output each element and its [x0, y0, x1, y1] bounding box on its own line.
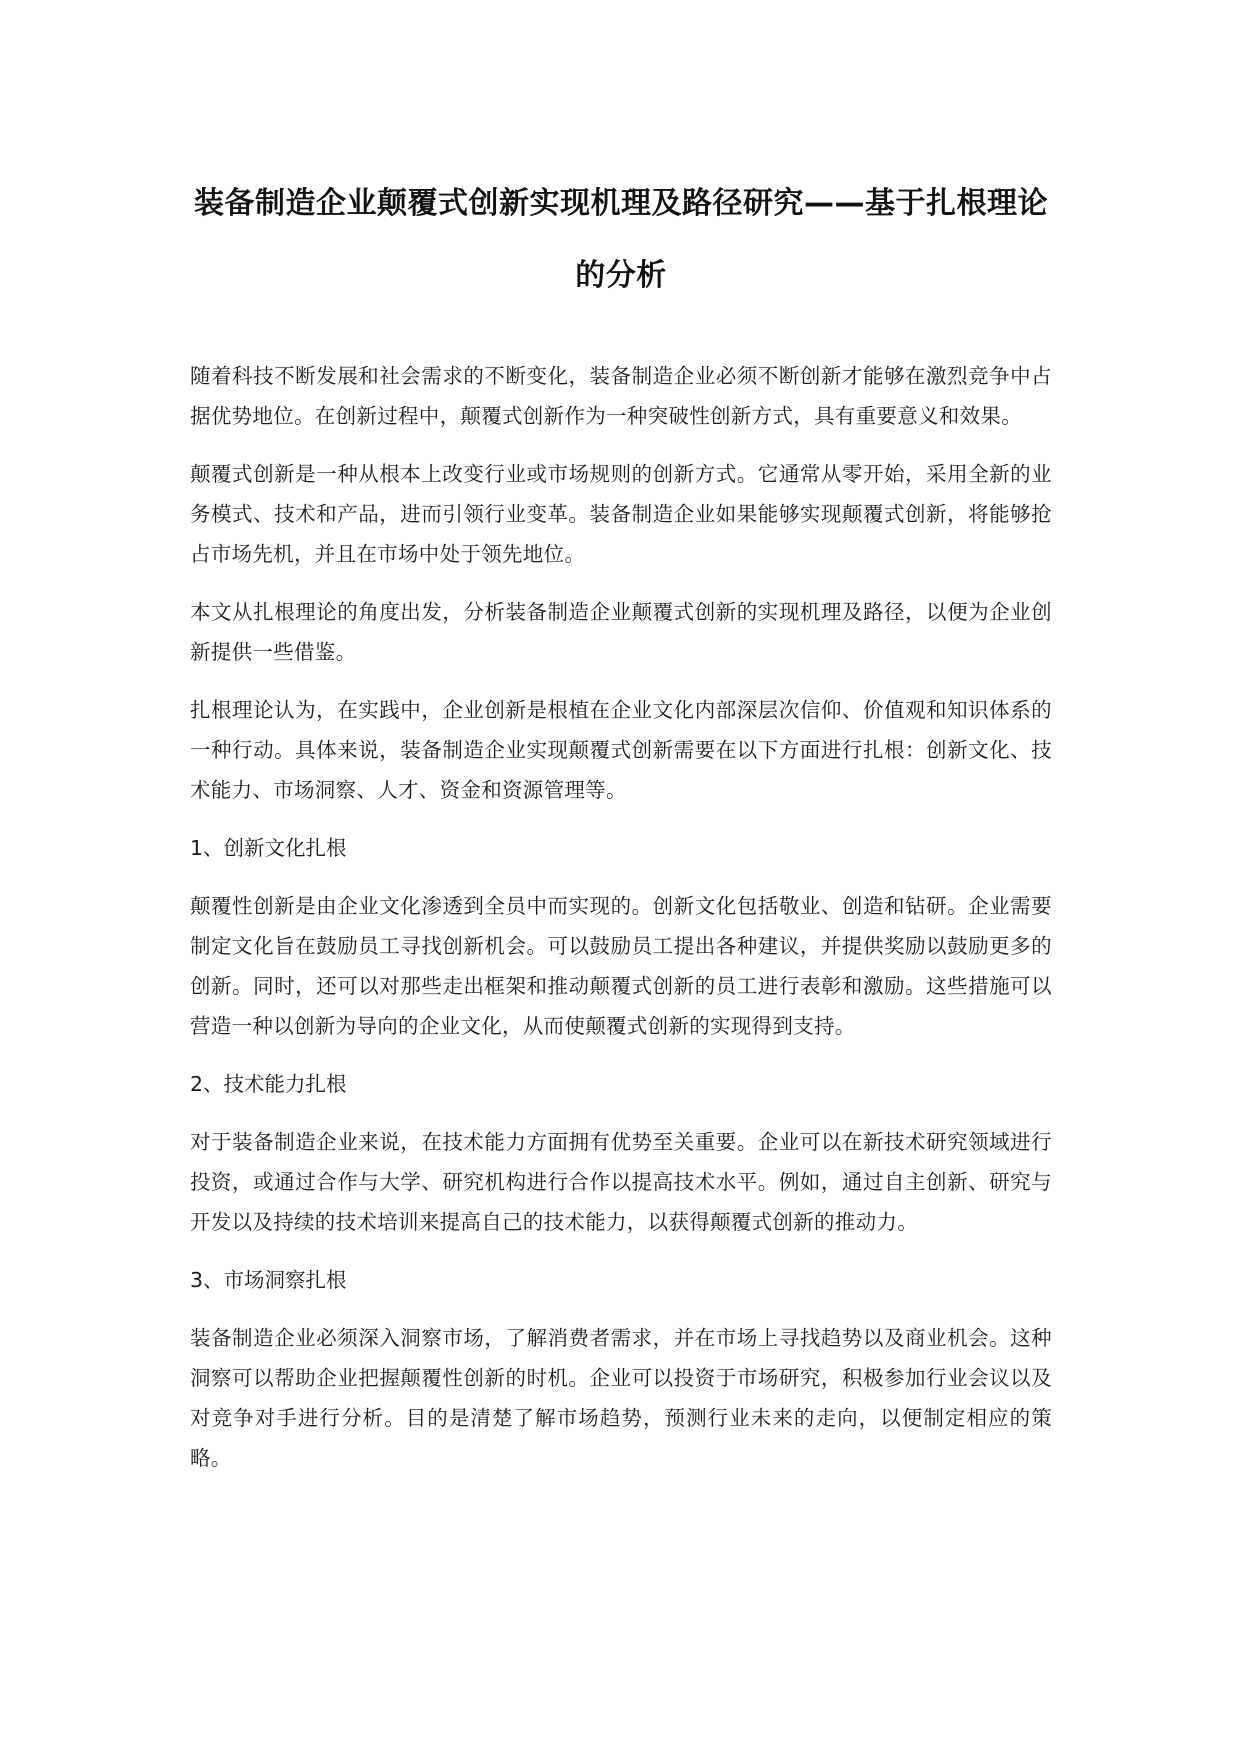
intro-paragraph: 颠覆式创新是一种从根本上改变行业或市场规则的创新方式。它通常从零开始，采用全新的业务模式、技术和产品，进而引领行业变革。装备制造企业如果能够实现颠覆式创新，将能够抢占市场先机，并且在市场中处于领先地位。	[190, 462, 1052, 566]
document-body	[190, 356, 1052, 1496]
intro-paragraph: 本文从扎根理论的角度出发，分析装备制造企业颠覆式创新的实现机理及路径，以便为企业创新提供一些借鉴。	[190, 600, 1052, 664]
section-paragraph: 对于装备制造企业来说，在技术能力方面拥有优势至关重要。企业可以在新技术研究领域进行投资，或通过合作与大学、研究机构进行合作以提高技术水平。例如，通过自主创新、研究与开发以及持续的技术培训来提高自己的技术能力，以获得颠覆式创新的推动力。	[190, 1130, 1052, 1234]
intro-paragraph: 随着科技不断发展和社会需求的不断变化，装备制造企业必须不断创新才能够在激烈竞争中占据优势地位。在创新过程中，颠覆式创新作为一种突破性创新方式，具有重要意义和效果。	[190, 364, 1052, 428]
section-heading: 1、创新文化扎根	[190, 836, 347, 860]
section-heading: 2、技术能力扎根	[190, 1072, 347, 1096]
document-title: 装备制造企业颠覆式创新实现机理及路径研究——基于扎根理论的分析	[194, 186, 1048, 293]
section-paragraph: 颠覆性创新是由企业文化渗透到全员中而实现的。创新文化包括敬业、创造和钻研。企业需要制定文化旨在鼓励员工寻找创新机会。可以鼓励员工提出各种建议，并提供奖励以鼓励更多的创新。同时，还可以对那些走出框架和推动颠覆式创新的员工进行表彰和激励。这些措施可以营造一种以创新为导向的企业文化，从而使颠覆式创新的实现得到支持。	[190, 894, 1052, 1038]
intro-paragraph: 扎根理论认为，在实践中，企业创新是根植在企业文化内部深层次信仰、价值观和知识体系的一种行动。具体来说，装备制造企业实现颠覆式创新需要在以下方面进行扎根：创新文化、技术能力、市场洞察、人才、资金和资源管理等。	[190, 698, 1052, 802]
section-heading: 3、市场洞察扎根	[190, 1268, 347, 1292]
section-paragraph: 装备制造企业必须深入洞察市场，了解消费者需求，并在市场上寻找趋势以及商业机会。这种洞察可以帮助企业把握颠覆性创新的时机。企业可以投资于市场研究，积极参加行业会议以及对竞争对手进行分析。目的是清楚了解市场趋势，预测行业未来的走向，以便制定相应的策略。	[190, 1326, 1052, 1470]
